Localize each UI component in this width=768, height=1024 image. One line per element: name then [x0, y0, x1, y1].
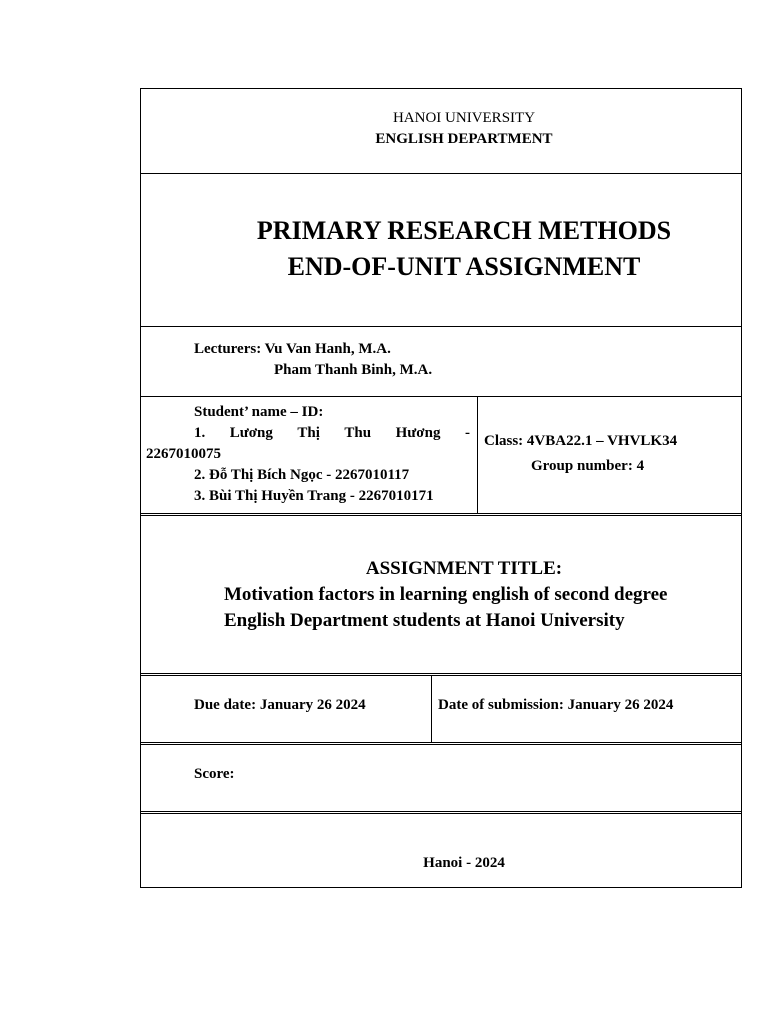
- lecturers-line: Lecturers: Vu Van Hanh, M.A.: [194, 341, 391, 357]
- report-title-line2: END-OF-UNIT ASSIGNMENT: [287, 252, 641, 281]
- students-heading: Student’ name – ID:: [194, 404, 324, 420]
- submission-date: Date of submission: January 26 2024: [438, 697, 674, 713]
- department-name: ENGLISH DEPARTMENT: [375, 131, 553, 147]
- class-info: Class: 4VBA22.1 – VHVLK34: [484, 433, 678, 449]
- divider-students: [141, 513, 741, 516]
- divider-title: [141, 326, 741, 327]
- due-date: Due date: January 26 2024: [194, 697, 366, 713]
- student-2: 2. Đỗ Thị Bích Ngọc - 2267010117: [194, 467, 410, 483]
- student-1-word: Thị: [297, 425, 320, 441]
- student-1-id: 2267010075: [146, 446, 221, 462]
- report-title-line1: PRIMARY RESEARCH METHODS: [256, 216, 672, 245]
- divider-lecturers: [141, 396, 741, 397]
- score-label: Score:: [194, 766, 235, 782]
- student-1-word: Thu: [344, 425, 372, 441]
- divider-due-submission: [431, 675, 432, 743]
- assignment-heading: ASSIGNMENT TITLE:: [365, 558, 563, 579]
- student-1-name: [194, 426, 470, 441]
- divider-header: [141, 173, 741, 174]
- student-1-word: Hương: [395, 425, 441, 441]
- lecturer-second: Pham Thanh Binh, M.A.: [274, 362, 433, 378]
- student-1-word: Lương: [229, 425, 273, 441]
- university-name: HANOI UNIVERSITY: [392, 110, 536, 126]
- assignment-title-line2: English Department students at Hanoi University: [224, 610, 625, 631]
- place-year: Hanoi - 2024: [423, 855, 505, 871]
- student-3: 3. Bùi Thị Huyền Trang - 2267010171: [194, 488, 434, 504]
- divider-students-class: [477, 397, 478, 514]
- divider-score: [141, 811, 741, 814]
- student-1-word: 1.: [194, 425, 206, 441]
- assignment-title-line1: Motivation factors in learning english of second degree: [224, 584, 668, 605]
- divider-assignment: [141, 673, 741, 676]
- divider-dates: [141, 742, 741, 745]
- student-1-word: -: [464, 425, 470, 441]
- group-number: Group number: 4: [531, 458, 645, 474]
